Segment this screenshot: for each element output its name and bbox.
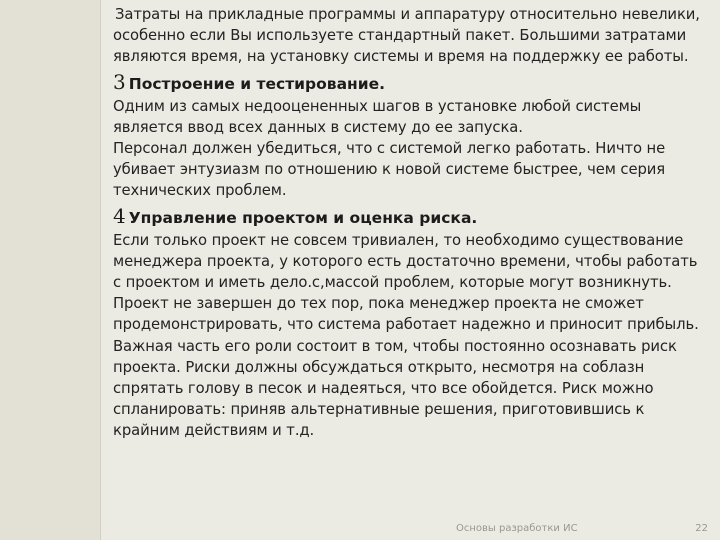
- left-decorative-band: [0, 0, 100, 540]
- section-4-number: 4: [113, 203, 126, 228]
- page-number: 22: [695, 523, 708, 534]
- section-3-paragraph-1: Одним из самых недооцененных шагов в установке любой системы является ввод всех данных в систему до ее запуска.: [113, 97, 642, 136]
- section-4-paragraph: Если только проект не совсем тривиален, то необходимо существование менеджера проекта, у которого есть достаточно времени, чтобы работать с проектом и иметь дело.с,массой проблем, которые могут возникнуть. Проект не завершен до тех пор, пока менеджер проекта не сможет продемонстрировать, что система работает надежно и приносит прибыль. Важная часть его роли состоит в том, чтобы постоянно осознавать риск проекта. Риски должны обсуждаться открыто, несмотря на соблазн спрятать голову в песок и надеяться, что все обойдется. Риск можно спланировать: приняв альтернативные решения, приготовившись к крайним действиям и т.д.: [113, 231, 699, 440]
- section-4-title: Управление проектом и оценка риска.: [128, 208, 478, 227]
- section-3-paragraph-2: Персонал должен убедиться, что с системой легко работать. Ничто не убивает энтузиазм по отношению к новой системе быстрее, чем серия технических проблем.: [113, 140, 666, 200]
- section-3-heading: [113, 71, 709, 95]
- section-4-heading: [113, 205, 709, 229]
- slide-content: [113, 4, 709, 442]
- intro-paragraph: Затраты на прикладные программы и аппаратуру относительно невелики, особенно если Вы используете стандартный пакет. Большими затратами являются время, на установку системы и время на поддержку ее работы.: [113, 6, 700, 66]
- section-3-number: 3: [113, 69, 126, 94]
- section-3-title: Построение и тестирование.: [128, 74, 386, 93]
- footer-text: Основы разработки ИС: [456, 523, 578, 534]
